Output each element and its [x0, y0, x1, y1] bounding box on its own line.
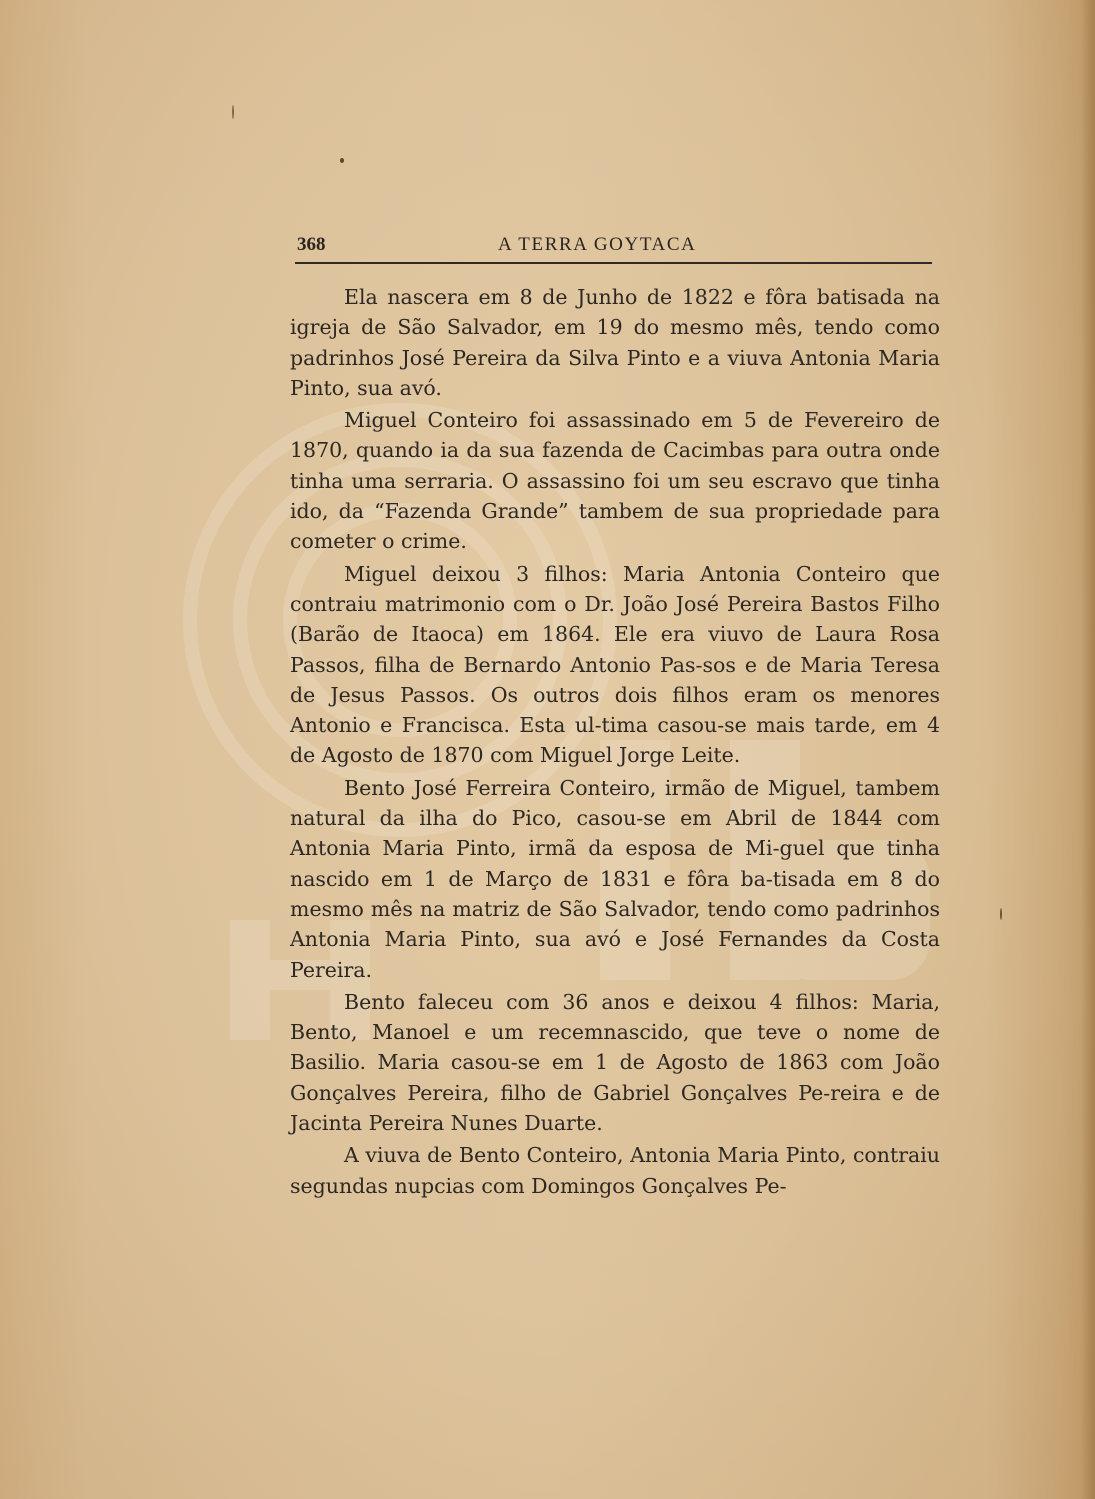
paragraph: Bento faleceu com 36 anos e deixou 4 filhos: Maria, Bento, Manoel e um recemnascido, que teve o nome de Basilio. Maria casou-se em 1 de Agosto de 1863 com João Gonçalves Pereira, filho de Gabriel Gonçalves Pe-reira e de Jacinta Pereira Nunes Duarte.: [290, 989, 940, 1136]
body-text: [290, 282, 940, 1203]
paragraph: Miguel deixou 3 filhos: Maria Antonia Conteiro que contraiu matrimonio com o Dr. João José Pereira Bastos Filho (Barão de Itaoca) em 1864. Ele era viuvo de Laura Rosa Passos, filha de Bernardo Antonio Pas-sos e de Maria Teresa de Jesus Passos. Os outros dois filhos eram os menores Antonio e Francisca. Esta ul-tima casou-se mais tarde, em 4 de Agosto de 1870 com Miguel Jorge Leite.: [290, 561, 940, 768]
running-title: A TERRA GOYTACA: [498, 234, 697, 255]
page-number: 368: [297, 234, 326, 255]
paragraph: Ela nascera em 8 de Junho de 1822 e fôra batisada na igreja de São Salvador, em 19 do mesmo mês, tendo como padrinhos José Pereira da Silva Pinto e a viuva Antonia Maria Pinto, sua avó.: [290, 285, 940, 400]
paragraph: Miguel Conteiro foi assassinado em 5 de Fevereiro de 1870, quando ia da sua fazenda de Cacimbas para outra onde tinha uma serraria. O assassino foi um seu escravo que tinha ido, da “Fazenda Grande” tambem de sua propriedade para cometer o crime.: [290, 408, 940, 554]
ink-speck: [340, 158, 344, 163]
page-edge-shadow: [1081, 0, 1095, 1499]
running-header: [295, 232, 932, 264]
ink-speck: [232, 105, 234, 119]
paragraph: Bento José Ferreira Conteiro, irmão de Miguel, tambem natural da ilha do Pico, casou-se em Abril de 1844 com Antonia Maria Pinto, irmã da esposa de Mi-guel que tinha nascido em 1 de Março de 1831 e fôra ba-tisada em 8 do mesmo mês na matriz de São Salvador, tendo como padrinhos Antonia Maria Pinto, sua avó e José Fernandes da Costa Pereira.: [290, 775, 940, 982]
paragraph: A viuva de Bento Conteiro, Antonia Maria Pinto, contraiu segundas nupcias com Domingos Gonçalves Pe-: [290, 1143, 940, 1198]
ink-speck: [1000, 908, 1002, 920]
